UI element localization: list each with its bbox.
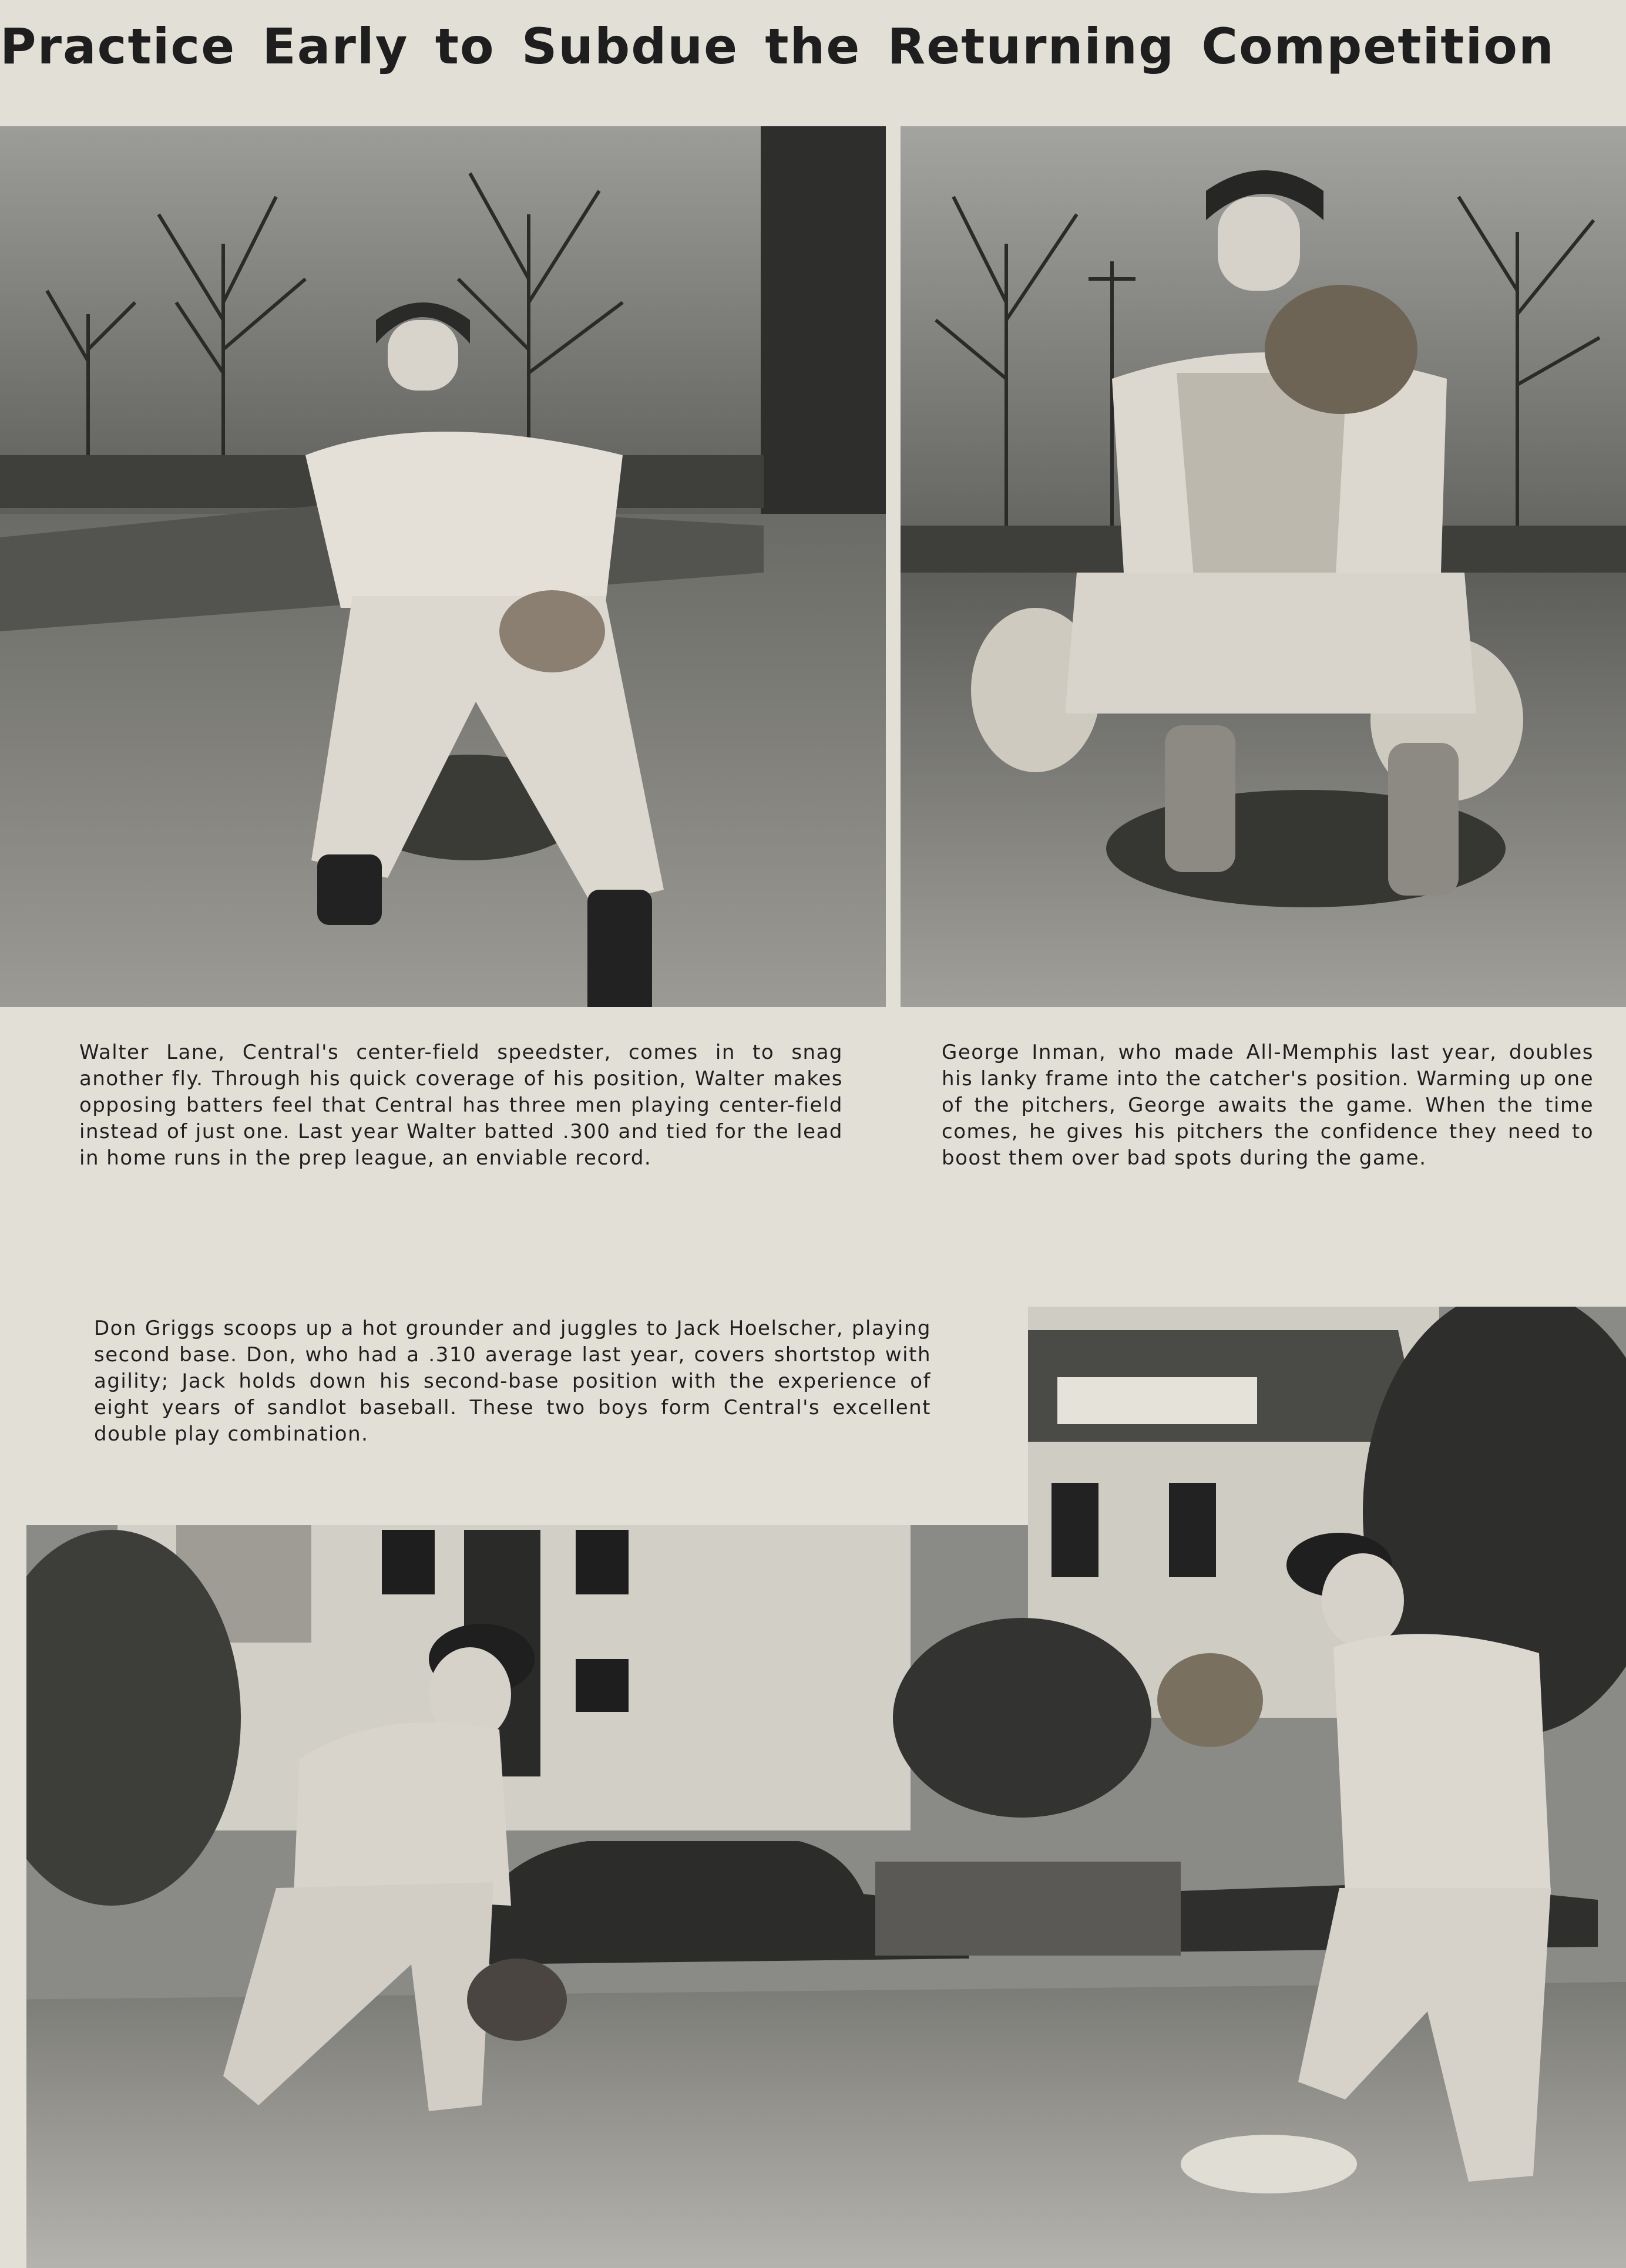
caption-george-inman: George Inman, who made All-Memphis last year, doubles his lanky frame into the catcher's position. Warming up one of the pitchers, George awaits the game. When the time comes, he gives his pitchers the confidence they need to boost them over bad spots during the game. bbox=[942, 1041, 1594, 1170]
photo-double-play bbox=[0, 1307, 1626, 2268]
page-headline: Practice Early to Subdue the Returning Competition bbox=[0, 18, 1555, 75]
caption-double-play: Don Griggs scoops up a hot grounder and juggles to Jack Hoelscher, playing second base. Don, who had a .310 average last year, covers shortstop with agility; Jack holds down his second-base position with the experience of eight years of sandlot baseball. These two boys form Central's excellent double play combination. bbox=[94, 1317, 931, 1446]
caption-walter-lane: Walter Lane, Central's center-field speedster, comes in to snag another fly. Through his quick coverage of his position, Walter makes opposing batters feel that Central has three men playing center-field instead of just one. Last year Walter batted .300 and tied for the lead in home runs in the prep league, an enviable record. bbox=[79, 1041, 843, 1170]
photo-walter-lane bbox=[0, 126, 886, 1007]
photo-george-inman bbox=[901, 126, 1626, 1007]
